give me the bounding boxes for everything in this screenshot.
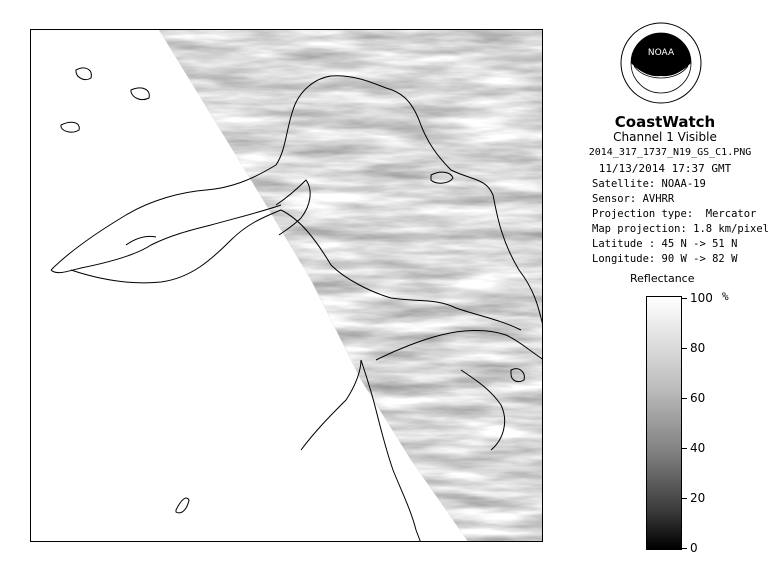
colorbar-tick-label: 40 bbox=[690, 441, 706, 455]
app-title: CoastWatch bbox=[614, 113, 716, 131]
colorbar-tick-label: 0 bbox=[690, 541, 698, 555]
projection-type-label: Projection type: Mercator bbox=[592, 208, 757, 220]
legend-title: Reflectance bbox=[630, 272, 695, 285]
latitude-label: Latitude : 45 N -> 51 N bbox=[592, 238, 738, 250]
colorbar-tick bbox=[682, 348, 687, 349]
longitude-label: Longitude: 90 W -> 82 W bbox=[592, 253, 738, 265]
colorbar-tick bbox=[682, 298, 687, 299]
noaa-logo-icon bbox=[620, 22, 702, 104]
channel-label: Channel 1 Visible bbox=[613, 130, 717, 144]
inland-lake-2 bbox=[61, 122, 79, 132]
colorbar-tick-label: 80 bbox=[690, 341, 706, 355]
inland-lake-3 bbox=[76, 68, 91, 80]
datetime-label: 11/13/2014 17:37 GMT bbox=[598, 162, 732, 175]
map-projection-label: Map projection: 1.8 km/pixel bbox=[592, 223, 770, 235]
colorbar-tick bbox=[682, 498, 687, 499]
logo-text: NOAA bbox=[647, 48, 675, 58]
inland-lake-4 bbox=[131, 88, 149, 100]
satellite-map bbox=[31, 30, 543, 542]
inland-lake-6 bbox=[176, 498, 189, 513]
cloud-swath bbox=[31, 30, 543, 542]
map-panel[interactable] bbox=[30, 29, 543, 542]
colorbar-tick-label: 100 bbox=[690, 291, 713, 305]
reflectance-colorbar bbox=[646, 296, 682, 550]
colorbar-tick bbox=[682, 398, 687, 399]
colorbar-tick bbox=[682, 448, 687, 449]
colorbar-tick bbox=[682, 548, 687, 549]
lake-michigan-west-coast bbox=[301, 360, 361, 450]
sensor-label: Sensor: AVHRR bbox=[592, 193, 675, 205]
north-shore-coast bbox=[51, 205, 281, 273]
colorbar-tick-label: 20 bbox=[690, 491, 706, 505]
filename-label: 2014_317_1737_N19_GS_C1.PNG bbox=[588, 147, 752, 158]
legend-unit: % bbox=[722, 290, 729, 303]
satellite-label: Satellite: NOAA-19 bbox=[592, 178, 706, 190]
colorbar-tick-label: 60 bbox=[690, 391, 706, 405]
isle-royale bbox=[126, 236, 156, 245]
